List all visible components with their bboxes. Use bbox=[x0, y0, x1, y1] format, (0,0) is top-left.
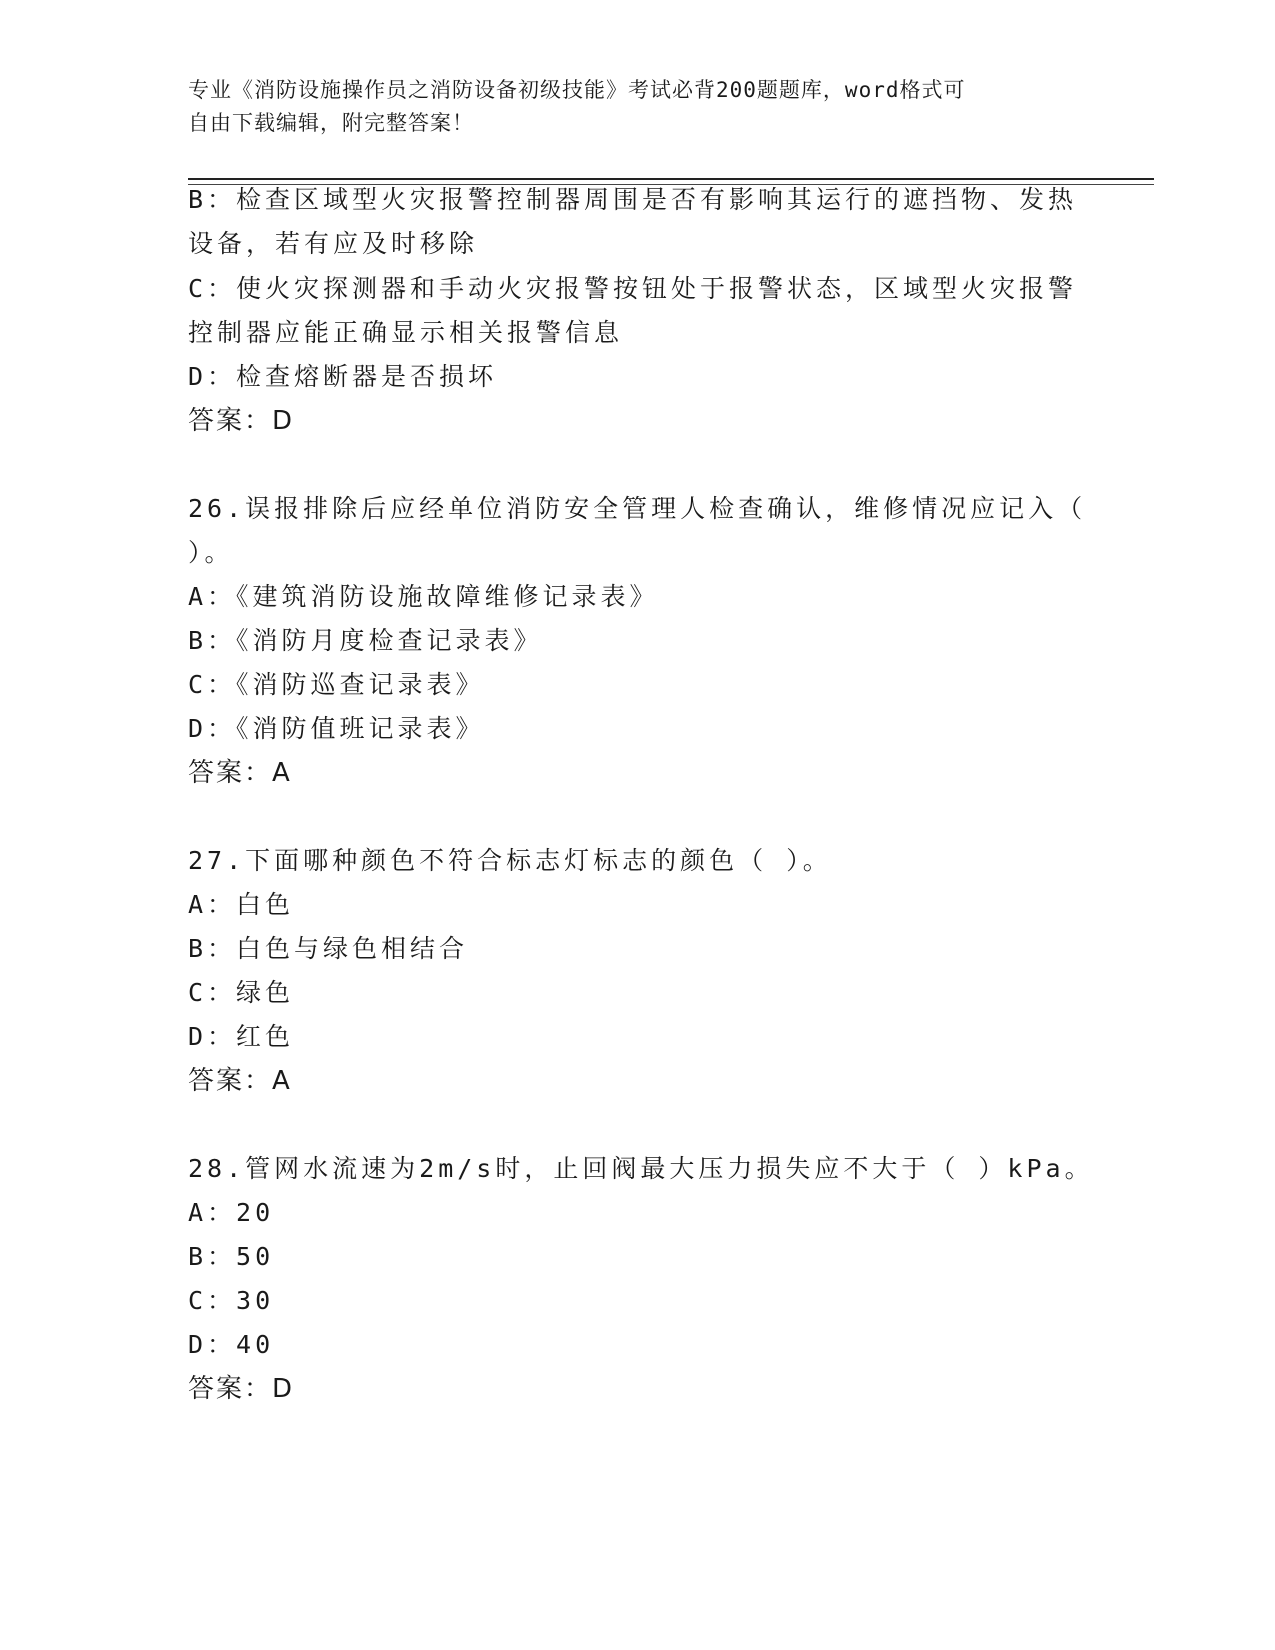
q26-question-line-1: 26.误报排除后应经单位消防安全管理人检查确认，维修情况应记入（ bbox=[188, 494, 1087, 523]
q28-option-b: B：50 bbox=[188, 1242, 275, 1271]
q26-option-b: B：《消防月度检查记录表》 bbox=[188, 626, 543, 655]
header-rule-thick bbox=[188, 178, 1154, 180]
q28-answer: 答案：D bbox=[188, 1374, 295, 1404]
q26-option-d: D：《消防值班记录表》 bbox=[188, 714, 485, 743]
q28-question: 28.管网水流速为2m/s时，止回阀最大压力损失应不大于（ ）kPa。 bbox=[188, 1154, 1094, 1183]
q25-answer: 答案：D bbox=[188, 406, 295, 436]
q25-option-d: D：检查熔断器是否损坏 bbox=[188, 362, 498, 391]
q27-option-a: A：白色 bbox=[188, 890, 295, 919]
q27-option-b: B：白色与绿色相结合 bbox=[188, 934, 469, 963]
q26-question-line-2: ）。 bbox=[188, 538, 234, 567]
q26-answer: 答案：A bbox=[188, 758, 292, 788]
q27-option-c: C：绿色 bbox=[188, 978, 295, 1007]
q27-question: 27.下面哪种颜色不符合标志灯标志的颜色（ ）。 bbox=[188, 846, 832, 875]
q27-option-d: D：红色 bbox=[188, 1022, 295, 1051]
q25-option-b-line-2: 设备，若有应及时移除 bbox=[188, 229, 479, 258]
header-line-1: 专业《消防设施操作员之消防设备初级技能》考试必背200题题库，word格式可 bbox=[188, 78, 966, 102]
header-line-2: 自由下载编辑，附完整答案！ bbox=[188, 111, 474, 135]
q28-option-c: C：30 bbox=[188, 1286, 275, 1315]
q26-option-c: C：《消防巡查记录表》 bbox=[188, 670, 485, 699]
q27-answer: 答案：A bbox=[188, 1066, 292, 1096]
document-header bbox=[188, 74, 1088, 140]
q28-option-d: D：40 bbox=[188, 1330, 275, 1359]
q28-option-a: A：20 bbox=[188, 1198, 275, 1227]
q25-option-c-line-1: C：使火灾探测器和手动火灾报警按钮处于报警状态，区域型火灾报警 bbox=[188, 274, 1078, 303]
q26-option-a: A：《建筑消防设施故障维修记录表》 bbox=[188, 582, 659, 611]
q25-option-c-line-2: 控制器应能正确显示相关报警信息 bbox=[188, 318, 624, 347]
q25-option-b-line-1: B：检查区域型火灾报警控制器周围是否有影响其运行的遮挡物、发热 bbox=[188, 185, 1078, 214]
